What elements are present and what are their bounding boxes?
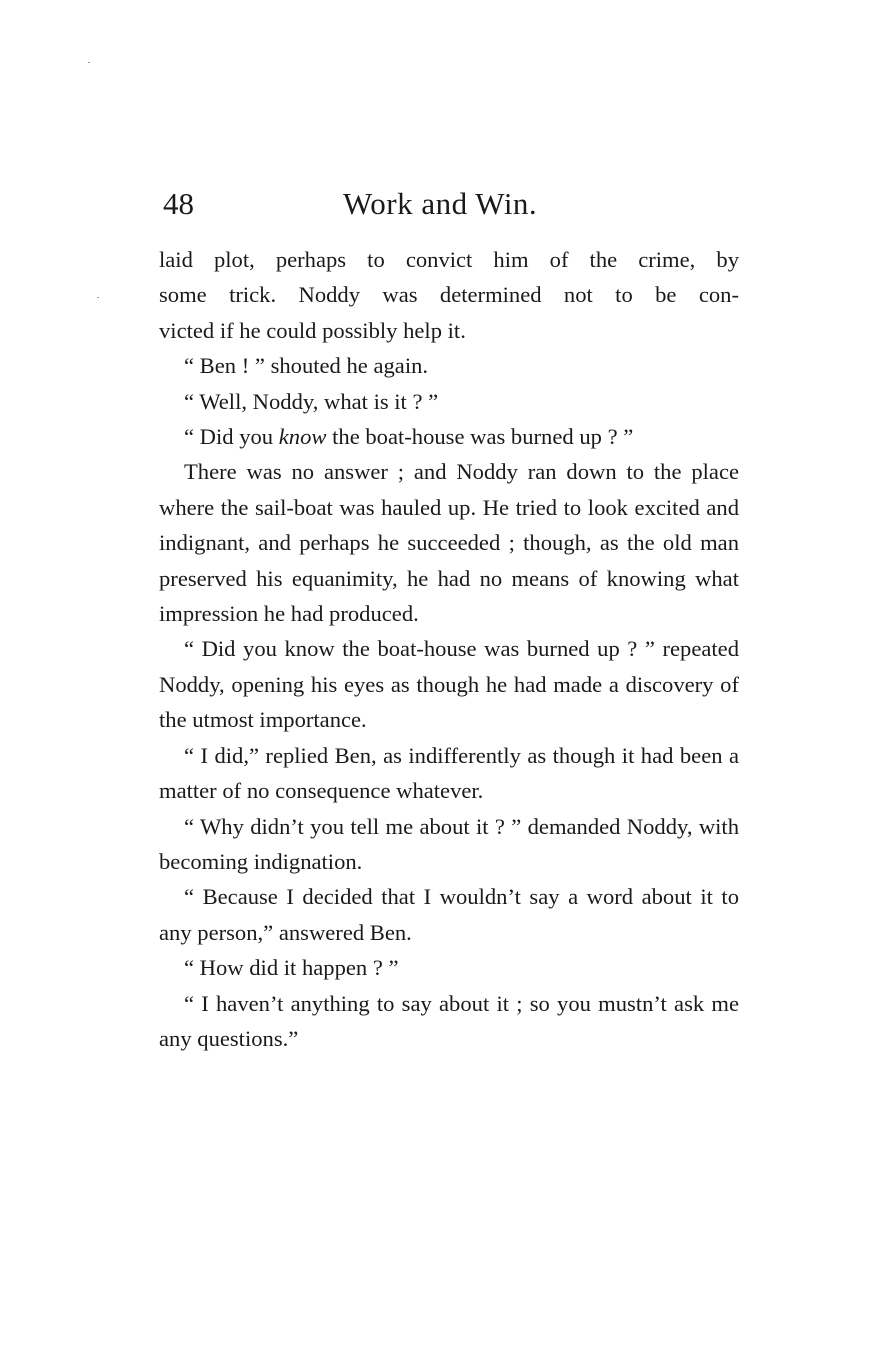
text-line: some trick. Noddy was determined not to be con-: [159, 282, 739, 308]
paragraph: [159, 419, 739, 454]
paragraph: “ Did you know the boat-house was burned up ? ” repeated Noddy, opening his eyes as though he had made a discovery of the utmost importance.: [159, 636, 739, 733]
page-number: 48: [163, 186, 194, 221]
page-header: [160, 186, 740, 226]
emphasis: know: [278, 424, 327, 450]
running-title: Work and Win.: [343, 186, 538, 221]
paper-speck: [88, 62, 90, 63]
paragraph: “ Because I decided that I wouldn’t say a word about it to any person,” answered Ben.: [159, 884, 739, 945]
body-text: [159, 242, 739, 1056]
paragraph-continued: [159, 242, 739, 277]
paragraph: “ Well, Noddy, what is it ? ”: [184, 388, 439, 414]
paragraph-continued-line: [159, 313, 739, 348]
text-run: the boat-house was burned up ? ”: [326, 424, 634, 450]
paragraph: There was no answer ; and Noddy ran down to the place where the sail-boat was hauled up. He tried to look excited and indignant, and perhaps he succeeded ; though, as the old man preserved his equanimity, he had no means of knowing what impression he had produced.: [159, 459, 739, 627]
paragraph: “ Ben ! ” shouted he again.: [184, 353, 429, 379]
paragraph: “ Why didn’t you tell me about it ? ” demanded Noddy, with becoming indignation.: [159, 813, 739, 874]
paragraph: “ I did,” replied Ben, as indifferently as though it had been a matter of no consequence whatever.: [159, 742, 739, 804]
text-line: laid plot, perhaps to convict him of the crime, by: [159, 247, 739, 272]
paragraph: “ How did it happen ? ”: [184, 955, 399, 981]
text-line: victed if he could possibly help it.: [159, 317, 466, 343]
paragraph: “ I haven’t anything to say about it ; so you mustn’t ask me any questions.”: [159, 990, 739, 1051]
text-run: “ Did you: [184, 424, 279, 450]
paragraph-continued-line: [159, 277, 739, 312]
paper-speck: [97, 297, 99, 298]
